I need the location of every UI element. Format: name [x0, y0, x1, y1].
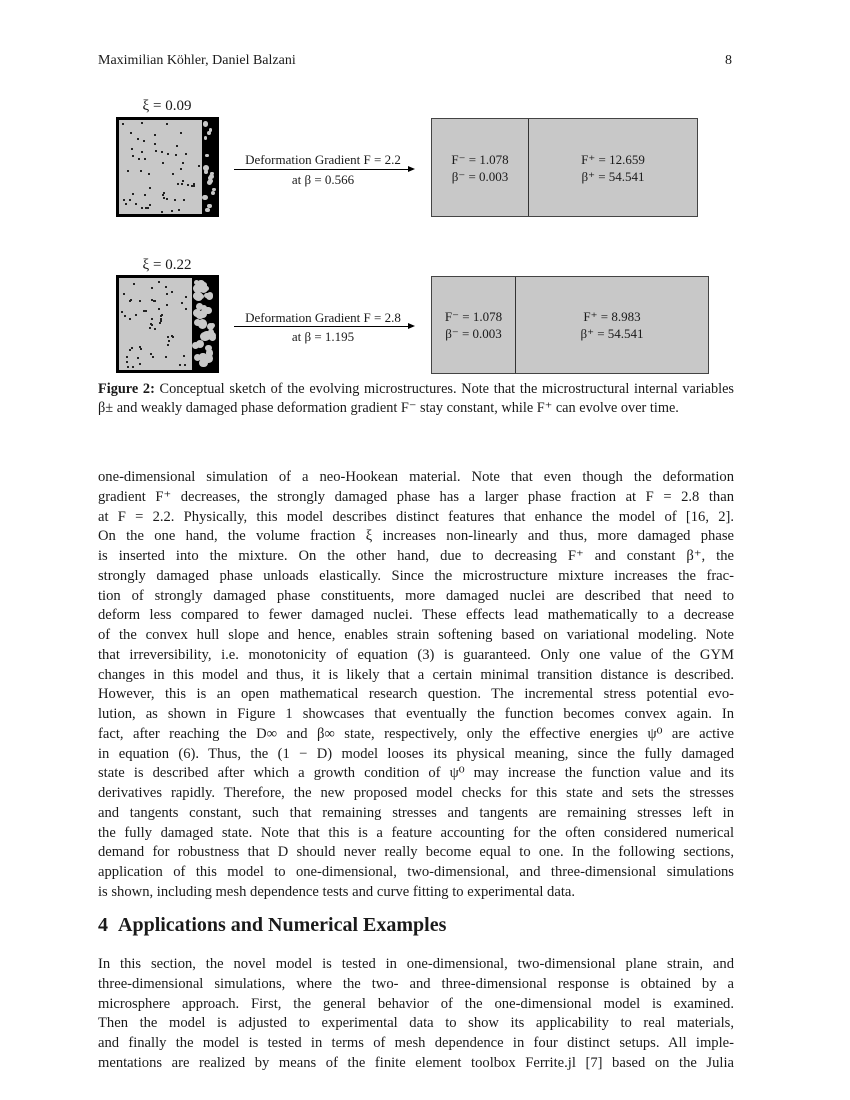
text-line: mentations are realized by means of the finite element toolbox Ferrite.jl [7] based on the Julia: [98, 1054, 734, 1071]
inclusion-dot: [150, 323, 152, 325]
damage-blob: [205, 154, 209, 158]
inclusion-dot: [145, 207, 147, 209]
inclusion-dot: [184, 364, 186, 366]
damage-blob: [209, 128, 213, 132]
inclusion-dot: [135, 203, 137, 205]
inclusion-dot: [167, 336, 169, 338]
f-minus: F⁻ = 1.078: [444, 309, 503, 324]
inclusion-dot: [137, 138, 139, 140]
inclusion-dot: [181, 183, 183, 185]
inclusion-dot: [129, 300, 131, 302]
inclusion-dot: [171, 291, 173, 293]
body-paragraph-1: [98, 468, 734, 903]
inclusion-dot: [154, 143, 156, 145]
inclusion-dot: [185, 308, 187, 310]
inclusion-dot: [161, 314, 163, 316]
inclusion-dot: [151, 287, 153, 289]
inclusion-dot: [139, 363, 141, 365]
inclusion-dot: [130, 299, 132, 301]
damage-blob: [193, 292, 201, 300]
page-number: 8: [725, 53, 732, 68]
microstructure-sketch-1: [116, 117, 219, 217]
damage-blob: [210, 323, 215, 328]
section-number: 4: [98, 914, 108, 936]
inclusion-dot: [167, 344, 169, 346]
arrow-label-bottom-1: at β = 0.566: [291, 172, 355, 187]
inclusion-dot: [168, 340, 170, 342]
inclusion-dot: [129, 199, 131, 201]
beta-minus: β⁻ = 0.003: [445, 326, 502, 341]
damage-blob: [202, 195, 207, 200]
text-line: In this section, the novel model is tested in one-dimensional, two-dimensional plane strain, and: [98, 956, 734, 972]
inclusion-dot: [175, 154, 177, 156]
f-plus: F⁺ = 8.983: [583, 309, 641, 324]
text-line: the fully damaged state. Note that this is a feature accounting for the often considered numerical: [98, 824, 734, 841]
inclusion-dot: [187, 184, 189, 186]
body-paragraph-2: [98, 955, 734, 1074]
text-line: tion of strongly damaged phase constituents, more damaged nuclei are described that need to: [98, 587, 734, 604]
inclusion-dot: [158, 308, 160, 310]
inclusion-dot: [129, 318, 131, 320]
text-line: application of this model to one-dimensional, two-dimensional, and three-dimensional simulations: [98, 864, 734, 880]
inclusion-dot: [140, 170, 142, 172]
damage-blob: [208, 329, 215, 336]
inclusion-dot: [183, 199, 185, 201]
inclusion-dot: [161, 211, 163, 213]
text-line: that irreversibility, i.e. monotonicity of equation (3) is guaranteed. Only one value of the GYM: [98, 646, 734, 663]
inclusion-dot: [139, 300, 141, 302]
inclusion-dot: [166, 123, 168, 125]
damage-blob: [209, 177, 213, 181]
inclusion-dot: [144, 158, 146, 160]
inclusion-dot: [167, 153, 169, 155]
text-line: gradient F⁺ decreases, the strongly damaged phase has a larger phase fraction at F = 2.8 than: [98, 488, 734, 505]
caption-text: Conceptual sketch of the evolving microstructures. Note that the microstructural internal variables β± and weakly damaged phase deformation gradient F⁻ stay constant, while F⁺ can evolve over time.: [98, 381, 734, 416]
damage-blob: [212, 188, 216, 192]
text-line: demand for robustness that D should never really become equal to one. In the following sections,: [98, 844, 734, 861]
text-line: and finally the model is tested in terms of mesh dependence in four distinct setups. All imple-: [98, 1035, 734, 1051]
inclusion-dot: [182, 162, 184, 164]
inclusion-dot: [161, 151, 163, 153]
inclusion-dot: [141, 207, 143, 209]
inclusion-dot: [165, 286, 167, 288]
arrow-label-bottom-2: at β = 1.195: [291, 329, 355, 344]
text-line: and tangents constant, such that remaining stresses and tangents are remaining stresses left in: [98, 804, 734, 821]
inclusion-dot: [198, 165, 200, 167]
inclusion-dot: [123, 293, 125, 295]
inclusion-dot: [138, 158, 140, 160]
inclusion-dot: [180, 132, 182, 134]
inclusion-dot: [127, 170, 129, 172]
inclusion-dot: [171, 210, 173, 212]
inclusion-dot: [124, 315, 126, 317]
strong-phase-cell-2: [516, 277, 708, 373]
microstructure-sketch-2: [116, 275, 219, 373]
inclusion-dot: [154, 328, 156, 330]
inclusion-dot: [182, 180, 184, 182]
inclusion-dot: [126, 361, 128, 363]
inclusion-dot: [177, 183, 179, 185]
inclusion-dot: [178, 209, 180, 211]
inclusion-dot: [185, 153, 187, 155]
text-line: in equation (6). Thus, the (1 − D) model looses its physical meaning, since the fully damaged: [98, 745, 734, 762]
inclusion-dot: [125, 203, 127, 205]
caption-label: Figure 2:: [98, 381, 155, 397]
f-minus: F⁻ = 1.078: [451, 151, 509, 167]
damage-blob: [204, 170, 208, 174]
beta-plus: β⁺ = 54.541: [580, 326, 644, 341]
inclusion-dot: [166, 293, 168, 295]
inclusion-dot: [145, 310, 147, 312]
weak-phase-cell-2: [432, 277, 515, 373]
text-line: lution, as shown in Figure 1 showcases that eventually the function becomes convex again. In: [98, 706, 734, 722]
beta-minus: β⁻ = 0.003: [451, 168, 509, 184]
running-header-authors: Maximilian Köhler, Daniel Balzani: [98, 53, 296, 68]
inclusion-dot: [135, 314, 137, 316]
inclusion-dot: [150, 353, 152, 355]
inclusion-dot: [133, 283, 135, 285]
arrow-label-top-2: Deformation Gradient F = 2.8: [245, 310, 401, 325]
inclusion-dot: [153, 300, 155, 302]
inclusion-dot: [174, 199, 176, 201]
text-line: deform less compared to fewer damaged nuclei. These effects lead mathematically to a decrease: [98, 607, 734, 624]
inclusion-dot: [137, 357, 139, 359]
damage-blob: [207, 204, 211, 208]
text-line: three-dimensional simulations, where the two- and three-dimensional response is obtained by a: [98, 975, 734, 992]
inclusion-dot: [139, 346, 141, 348]
text-line: Then the model is adjusted to experimental data to show its applicability to real materials,: [98, 1015, 734, 1032]
inclusion-dot: [172, 173, 174, 175]
inclusion-dot: [131, 347, 133, 349]
text-line: strongly damaged phase unloads elastically. Since the microstructure mixture increases the frac-: [98, 567, 734, 584]
inclusion-dot: [166, 304, 168, 306]
phase-diagram-2: [431, 276, 709, 374]
inclusion-dot: [121, 311, 123, 313]
inclusion-dot: [181, 302, 183, 304]
inclusion-dot: [132, 155, 134, 157]
inclusion-dot: [151, 318, 153, 320]
damage-blob: [205, 208, 209, 212]
damage-blob: [198, 319, 207, 328]
inclusion-dot: [123, 199, 125, 201]
f-plus: F⁺ = 12.659: [581, 151, 645, 167]
inclusion-dot: [183, 355, 185, 357]
damage-blob: [203, 121, 208, 126]
inclusion-dot: [149, 187, 151, 189]
inclusion-dot: [180, 168, 182, 170]
inclusion-dot: [122, 123, 124, 125]
text-line: changes in this model and thus, it is likely that a certain minimal transition distance is described.: [98, 666, 734, 683]
inclusion-dot: [143, 140, 145, 142]
inclusion-dot: [129, 349, 131, 351]
text-line: of the convex hull slope and hence, enables strain softening based on variational modeling. Note: [98, 627, 734, 643]
text-line: is shown, including mesh dependence tests and curve fitting to experimental data.: [98, 883, 576, 900]
inclusion-dot: [155, 150, 157, 152]
section-title: Applications and Numerical Examples: [118, 914, 447, 936]
text-line: is inserted into the mixture. On the other hand, due to decreasing F⁺ and constant β⁺, the: [98, 548, 734, 564]
text-line: On the one hand, the volume fraction ξ increases non-linearly and thus, more damaged phase: [98, 528, 734, 545]
inclusion-dot: [143, 310, 145, 312]
text-line: one-dimensional simulation of a neo-Hookean material. Note that even though the deformation: [98, 469, 734, 485]
inclusion-dot: [158, 281, 160, 283]
inclusion-dot: [149, 204, 151, 206]
inclusion-dot: [132, 366, 134, 368]
inclusion-dot: [141, 122, 143, 124]
section-heading: [98, 914, 446, 937]
inclusion-dot: [162, 194, 164, 196]
inclusion-dot: [154, 134, 156, 136]
inclusion-dot: [171, 335, 173, 337]
inclusion-dot: [163, 197, 165, 199]
inclusion-dot: [185, 296, 187, 298]
inclusion-dot: [176, 145, 178, 147]
inclusion-dot: [127, 366, 129, 368]
inclusion-dot: [160, 320, 162, 322]
inclusion-dot: [165, 356, 167, 358]
text-line: fact, after reaching the D∞ and β∞ state, respectively, only the effective energies ψ⁰ are active: [98, 725, 734, 742]
xi-label-2: ξ = 0.22: [142, 257, 192, 273]
inclusion-dot: [193, 183, 195, 185]
damage-blob: [205, 345, 212, 352]
damage-blob: [196, 312, 203, 319]
text-line: However, this is an open mathematical research question. The incremental stress potential evo-: [98, 686, 734, 703]
inclusion-dot: [144, 194, 146, 196]
inclusion-dot: [179, 364, 181, 366]
xi-label-1: ξ = 0.09: [142, 98, 192, 114]
arrow-label-top-1: Deformation Gradient F = 2.2: [245, 152, 401, 167]
inclusion-dot: [162, 162, 164, 164]
inclusion-dot: [147, 207, 149, 209]
inclusion-dot: [152, 356, 154, 358]
inclusion-dot: [166, 198, 168, 200]
phase-diagram-1: [431, 118, 698, 217]
inclusion-dot: [149, 327, 151, 329]
text-line: state is described after which a growth condition of ψ⁰ may increase the function value and its: [98, 765, 734, 782]
inclusion-dot: [148, 173, 150, 175]
beta-plus: β⁺ = 54.541: [581, 168, 645, 184]
inclusion-dot: [132, 193, 134, 195]
inclusion-dot: [141, 151, 143, 153]
figure-caption: [98, 380, 734, 418]
inclusion-dot: [130, 132, 132, 134]
damage-blob: [197, 280, 205, 288]
inclusion-dot: [193, 185, 195, 187]
inclusion-dot: [126, 356, 128, 358]
strong-phase-cell-1: [529, 119, 697, 216]
text-line: microsphere approach. First, the general behavior of the one-dimensional model is examined.: [98, 995, 734, 1012]
damage-blob: [199, 354, 206, 361]
text-line: derivatives rapidly. Therefore, the new proposed model checks for this state and sets the stresses: [98, 785, 734, 801]
inclusion-dot: [131, 148, 133, 150]
inclusion-dot: [154, 300, 156, 302]
text-line: at F = 2.2. Physically, this model describes distinct features that enhance the model of [16, 2].: [98, 508, 734, 525]
weak-phase-cell-1: [432, 119, 528, 216]
